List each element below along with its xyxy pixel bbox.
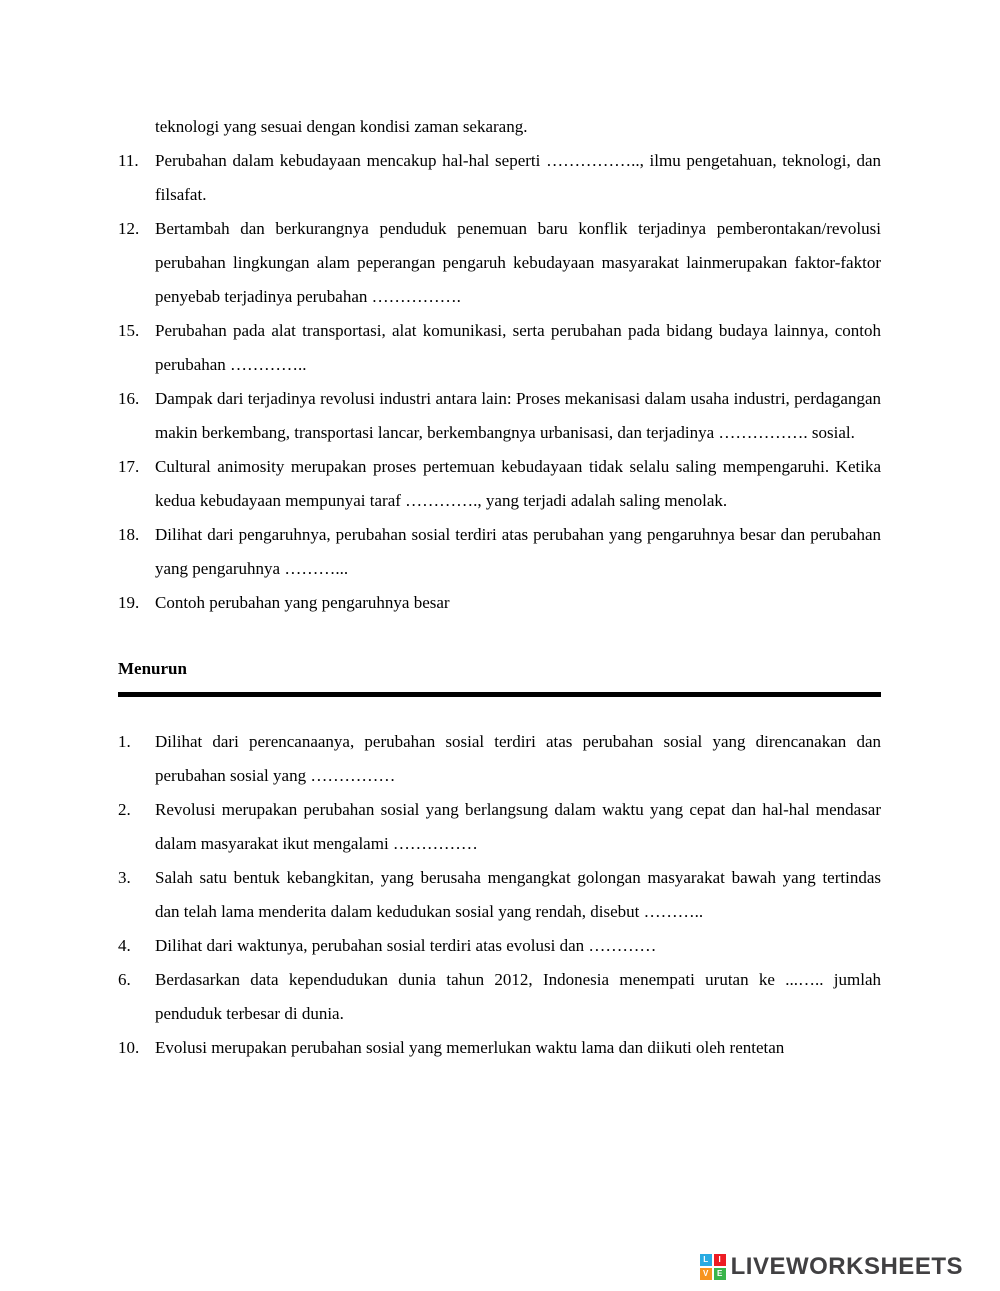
logo-square-i: I	[714, 1254, 726, 1266]
item-number: 15.	[118, 321, 140, 340]
list-item	[118, 1031, 881, 1065]
item-number: 16.	[118, 389, 140, 408]
across-list	[118, 144, 881, 620]
list-item	[118, 861, 881, 929]
item-text: Revolusi merupakan perubahan sosial yang berlangsung dalam waktu yang cepat dan hal-hal mendasar dalam masyarakat ikut mengalami ……………	[155, 800, 881, 853]
item-text: Dilihat dari perencanaanya, perubahan sosial terdiri atas perubahan sosial yang direncanakan dan perubahan sosial yang ……………	[155, 732, 881, 785]
list-item	[118, 963, 881, 1031]
item-text: Contoh perubahan yang pengaruhnya besar	[155, 593, 450, 612]
list-item	[118, 793, 881, 861]
logo-square-e: E	[714, 1268, 726, 1280]
list-item	[118, 725, 881, 793]
continuation-line: teknologi yang sesuai dengan kondisi zaman sekarang.	[155, 117, 528, 136]
list-item	[118, 518, 881, 586]
item-text: Dilihat dari waktunya, perubahan sosial terdiri atas evolusi dan …………	[155, 936, 657, 955]
list-item	[118, 382, 881, 450]
item-text: Dilihat dari pengaruhnya, perubahan sosial terdiri atas perubahan yang pengaruhnya besar dan perubahan yang pengaruhnya ………...	[155, 525, 881, 578]
list-item	[118, 450, 881, 518]
item-number: 6.	[118, 970, 131, 989]
item-text: Salah satu bentuk kebangkitan, yang berusaha mengangkat golongan masyarakat bawah yang tertindas dan telah lama menderita dalam kedudukan sosial yang rendah, disebut ………..	[155, 868, 881, 921]
liveworksheets-wordmark: LIVEWORKSHEETS	[730, 1253, 963, 1280]
section-divider-rule	[118, 692, 881, 697]
document-content	[118, 110, 881, 1065]
list-item	[118, 144, 881, 212]
logo-square-l: L	[700, 1254, 712, 1266]
item-number: 3.	[118, 868, 131, 887]
item-text: Evolusi merupakan perubahan sosial yang memerlukan waktu lama dan diikuti oleh rentetan	[155, 1038, 785, 1057]
list-item	[118, 314, 881, 382]
item-number: 11.	[118, 151, 139, 170]
liveworksheets-grid-icon	[700, 1254, 726, 1280]
item-text: Cultural animosity merupakan proses pertemuan kebudayaan tidak selalu saling mempengaruhi. Ketika kedua kebudayaan mempunyai taraf …………., yang terjadi adalah saling menolak.	[155, 457, 881, 510]
liveworksheets-logo[interactable]	[700, 1253, 963, 1281]
list-item	[118, 212, 881, 314]
item-text: Perubahan pada alat transportasi, alat komunikasi, serta perubahan pada bidang budaya lainnya, contoh perubahan …………..	[155, 321, 881, 374]
logo-square-v: V	[700, 1268, 712, 1280]
item-number: 4.	[118, 936, 131, 955]
item-number: 1.	[118, 732, 131, 751]
item-number: 2.	[118, 800, 131, 819]
item-number: 10.	[118, 1038, 140, 1057]
item-number: 18.	[118, 525, 140, 544]
item-text: Perubahan dalam kebudayaan mencakup hal-hal seperti …………….., ilmu pengetahuan, teknologi, dan filsafat.	[155, 151, 881, 204]
item-number: 19.	[118, 593, 140, 612]
down-list	[118, 725, 881, 1065]
item-number: 17.	[118, 457, 140, 476]
item-text: Bertambah dan berkurangnya penduduk penemuan baru konflik terjadinya pemberontakan/revolusi perubahan lingkungan alam peperangan pengaruh kebudayaan masyarakat lainmerupakan faktor-faktor penyebab terjadinya perubahan …………….	[155, 219, 881, 306]
item-number: 12.	[118, 219, 140, 238]
list-item	[118, 586, 881, 620]
item-text: Dampak dari terjadinya revolusi industri antara lain: Proses mekanisasi dalam usaha industri, perdagangan makin berkembang, transportasi lancar, berkembangnya urbanisasi, dan terjadinya ……………. sosial.	[155, 389, 881, 442]
list-item	[118, 929, 881, 963]
section-heading-menurun: Menurun	[118, 659, 187, 678]
item-text: Berdasarkan data kependudukan dunia tahun 2012, Indonesia menempati urutan ke ...….. jumlah penduduk terbesar di dunia.	[155, 970, 881, 1023]
